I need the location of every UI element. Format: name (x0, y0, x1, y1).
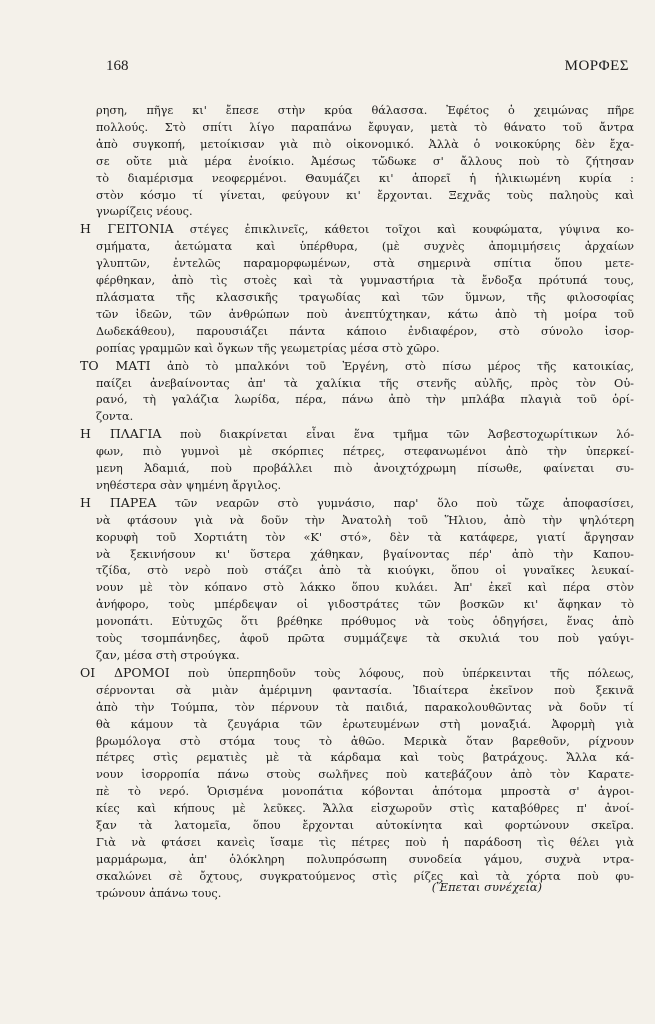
text-line: νηθέστερα σὰν ψημένη ἄργιλος. (96, 478, 282, 492)
text-line: Η ΠΛΑΓΙΑ ποὺ διακρίνεται εἶναι ἕνα τμῆμα τῶν Ἀσβεστοχωρίτικων λό- (80, 426, 634, 442)
text-line: τρώνουν ἀπάνω τους. (96, 886, 222, 900)
body-text (80, 103, 634, 903)
text-line: βρωμόλογα στὸ στόμα τους τὸ ἀθῶο. Μερικὰ ὅταν βαρεθοῦν, ρίχνουν (96, 734, 634, 748)
paragraph-lead: ΤΟ ΜΑΤΙ (80, 357, 151, 373)
text-line: σκαλώνει σὲ ὄχτους, συγκρατούμενος στὶς ρίζες καὶ τὰ χόρτα ποὺ φυ- (96, 869, 634, 883)
text-line: θὰ κάμουν τὰ ζευγάρια τῶν ἐρωτευμένων στὴ μοναξιά. Ἀφορμὴ γιὰ (96, 717, 634, 731)
paragraph-geitonia (80, 221, 634, 357)
text-line: Η ΠΑΡΕΑ τῶν νεαρῶν στὸ γυμνάσιο, παρ' ὅλο ποὺ τὤχε ἀποφασίσει, (80, 494, 634, 510)
text-line: μαρμάρωμα, ἀπ' ὁλόκληρη πολυπρόσωπη συνοδεία γάμου, συχνὰ ντρα- (96, 852, 634, 866)
text-line: γνωρίζεις νέους. (96, 205, 193, 219)
running-title: ΜΟΡΦΕΣ (564, 58, 629, 74)
paragraph-continued (96, 103, 634, 221)
text-line: νουν ἰσορροπία πάνω στοὺς σωλῆνες ποὺ κατεβάζουν ἀπὸ τὸν Καρατε- (96, 768, 634, 782)
paragraph-lead: Η ΠΛΑΓΙΑ (80, 426, 162, 442)
text-line: σε οὔτε μιὰ μέρα ἐνοίκιο. Ἀμέσως τὤδωκε σ' ἄλλους ποὺ τὸ ζήτησαν (96, 154, 634, 168)
page-number: 168 (106, 58, 129, 74)
text-line: ζοντα. (96, 410, 134, 424)
text-line: τοὺς τσομπάνηδες, ἀφοῦ πρῶτα συμμάζεψε τὰ σκυλιά του ποὺ γαύγι- (96, 632, 634, 646)
text-line: τὸ διαμέρισμα νεοφερμένοι. Θαυμάζει κι' ἀπορεῖ ἡ ἡλικιωμένη κυρία : (96, 171, 634, 185)
text-line: ἀπὸ τὴν Τούμπα, τὸν πέρνουν τὰ παιδιά, παρακολουθῶντας νὰ δοῦν τί (96, 700, 634, 714)
paragraph-dromoi (80, 665, 634, 903)
text-line: σέρνονται σὰ μιὰν ἀμέριμνη φαντασία. Ἰδιαίτερα ἐκεῖνον ποὺ ξεκινᾶ (96, 683, 634, 697)
text-line: ροπίας γραμμῶν καὶ ὄγκων τῆς γεωμετρίας μέσα στὸ χῶρο. (96, 341, 440, 355)
text-line: γλυπτῶν, ἐντελῶς παραμορφωμένων, στὰ σημερινὰ σπίτια ὅπου μετε- (96, 257, 634, 271)
text-line: πολλούς. Στὸ σπίτι λίγο παραπάνω ἔφυγαν, μετὰ τὸ θάνατο τοῦ ἄντρα (96, 120, 634, 134)
text-line: ξαν τὰ λατομεῖα, ὅπου ἔρχονται αὐτοκίνητα καὶ φορτώνουν σκεῖρα. (96, 819, 634, 833)
text-line: φέρθηκαν, ἀπὸ τὶς στοὲς καὶ τὰ γυμναστήρια τὰ ἔνδοξα πρότυπά τους, (96, 274, 634, 288)
text-line: κορυφὴ τοῦ Χορτιάτη τὸν «Κ' στό», δὲν τὰ κατάφερε, γιατί ἄργησαν (96, 530, 634, 544)
paragraph-parea (80, 495, 634, 665)
text-line: ἀπὸ συγκοπή, μετοίκισαν γιὰ πιὸ οἰκονομικό. Ἀλλὰ ὁ νοικοκύρης δὲν ἔχα- (96, 137, 634, 151)
text-line: νὰ ξεκινήσουν κι' ὕστερα χάθηκαν, βγαίνοντας πέρ' ἀπὸ τὴν Καπου- (96, 547, 634, 561)
text-line: πὲ τὸ νερό. Ὁρισμένα μονοπάτια κόβονται ἀπότομα μπροστὰ σ' ἀγροι- (96, 785, 634, 799)
paragraph-lead: Η ΓΕΙΤΟΝΙΑ (80, 221, 174, 237)
text-line: τζίδα, στὸ νερὸ ποὺ στάζει ἀπὸ τὰ κιούγκι, ὅπου οἱ γυναῖκες λευκαί- (96, 564, 634, 578)
text-line: ΤΟ ΜΑΤΙ ἀπὸ τὸ μπαλκόνι τοῦ Ἐργένη, στὸ πίσω μέρος τῆς κατοικίας, (80, 357, 634, 373)
text-line: Η ΓΕΙΤΟΝΙΑ στέγες ἐπικλινεῖς, κάθετοι τοῖχοι καὶ κουφώματα, γύψινα κο- (80, 221, 634, 237)
paragraph-lead: ΟΙ ΔΡΟΜΟΙ (80, 664, 170, 680)
text-line: νουν μὲ τὸν κόπανο στὸ λάκκο ὅπου κυλάει. Ἀπ' ἐκεῖ καὶ πέρα στὸν (96, 581, 634, 595)
paragraph-lead: Η ΠΑΡΕΑ (80, 494, 157, 510)
continuation-note: (Ἕπεται συνέχεια) (431, 880, 542, 894)
text-line: μενη Ἀδαμιά, ποὺ προβάλλει πιὸ ἀνοιχτόχρωμη πίσωθε, φαίνεται συ- (96, 462, 634, 476)
text-line: Δωδεκάθεου), παρουσιάζει πάντα κάποιο ἐνδιαφέρον, στὸ σύνολο ἰσορ- (96, 324, 634, 338)
paragraph-mati (80, 358, 634, 427)
text-line: Γιὰ νὰ φτάσει κανεὶς ἴσαμε τὶς πέτρες ποὺ ἡ παράδοση τὶς θέλει γιὰ (96, 835, 634, 849)
text-line: σμήματα, ἀετώματα καὶ ὑπέρθυρα, (μὲ συχνὲς ἀπομιμήσεις ἀρχαίων (96, 240, 634, 254)
text-line: ΟΙ ΔΡΟΜΟΙ ποὺ ὑπερπηδοῦν τοὺς λόφους, ποὺ ὑπέρκεινται τῆς πόλεως, (80, 664, 634, 680)
text-line: κίες καὶ κήπους μὲ λεῦκες. Ἄλλα εἰσχωροῦν στὶς καταβόθρες π' ἀνοί- (96, 802, 634, 816)
text-line: ρανό, τὴ γαλάζια λωρίδα, πέρα, πάνω ἀπὸ τὴν μπλάβα πλαγιὰ τοῦ ὁρί- (96, 393, 634, 407)
page-header (106, 58, 629, 78)
text-line: ἀνήφορο, τοὺς μπέρδεψαν οἱ γιδοστράτες τῶν βοσκῶν κι' ἄφηκαν τὸ (96, 598, 634, 612)
text-line: ρηση, πῆγε κι' ἔπεσε στὴν κρύα θάλασσα. Ἐφέτος ὁ χειμώνας πῆρε (96, 104, 634, 117)
text-line: φων, πιὸ γυμνοὶ μὲ σκόρπιες πέτρες, στεφανωμένοι ἀπὸ τὴν ὑπερκεί- (96, 445, 634, 459)
text-line: πέτρες στὶς ρεματιὲς μὲ τὰ κάρδαμα καὶ τοὺς βατράχους. Ἄλλα κά- (96, 751, 634, 765)
text-line: ζαν, μέσα στὴ στρούγκα. (96, 649, 240, 662)
text-line: τῶν ἰδεῶν, τῶν ἀνθρώπων ποὺ ἀνεπτύχτηκαν, κάτω ἀπὸ τὴ μοίρα τοῦ (96, 307, 634, 321)
text-line: πλάσματα τῆς κλασσικῆς τραγωδίας καὶ τῶν ὕμνων, τῆς φιλοσοφίας (96, 290, 634, 304)
text-line: παίζει ἀνεβαίνοντας ἀπ' τὰ χαλίκια τῆς στενῆς αὐλῆς, πρὸς τὸν Οὐ- (96, 376, 634, 390)
text-line: στὸν κόσμο τί γίνεται, φεύγουν κι' ἔρχονται. Ξεχνᾶς τοὺς παληοὺς καὶ (96, 188, 634, 202)
text-line: νὰ φτάσουν γιὰ νὰ δοῦν τὴν Ἀνατολὴ τοῦ Ἥλιου, ἀπὸ τὴν ψηλότερη (96, 513, 634, 527)
text-line: μονοπάτι. Εὐτυχῶς ὅτι βρέθηκε πρόθυμος νὰ τοὺς ὁδηγήσει, ἕνας ἀπὸ (96, 615, 634, 629)
paragraph-plagia (80, 426, 634, 495)
